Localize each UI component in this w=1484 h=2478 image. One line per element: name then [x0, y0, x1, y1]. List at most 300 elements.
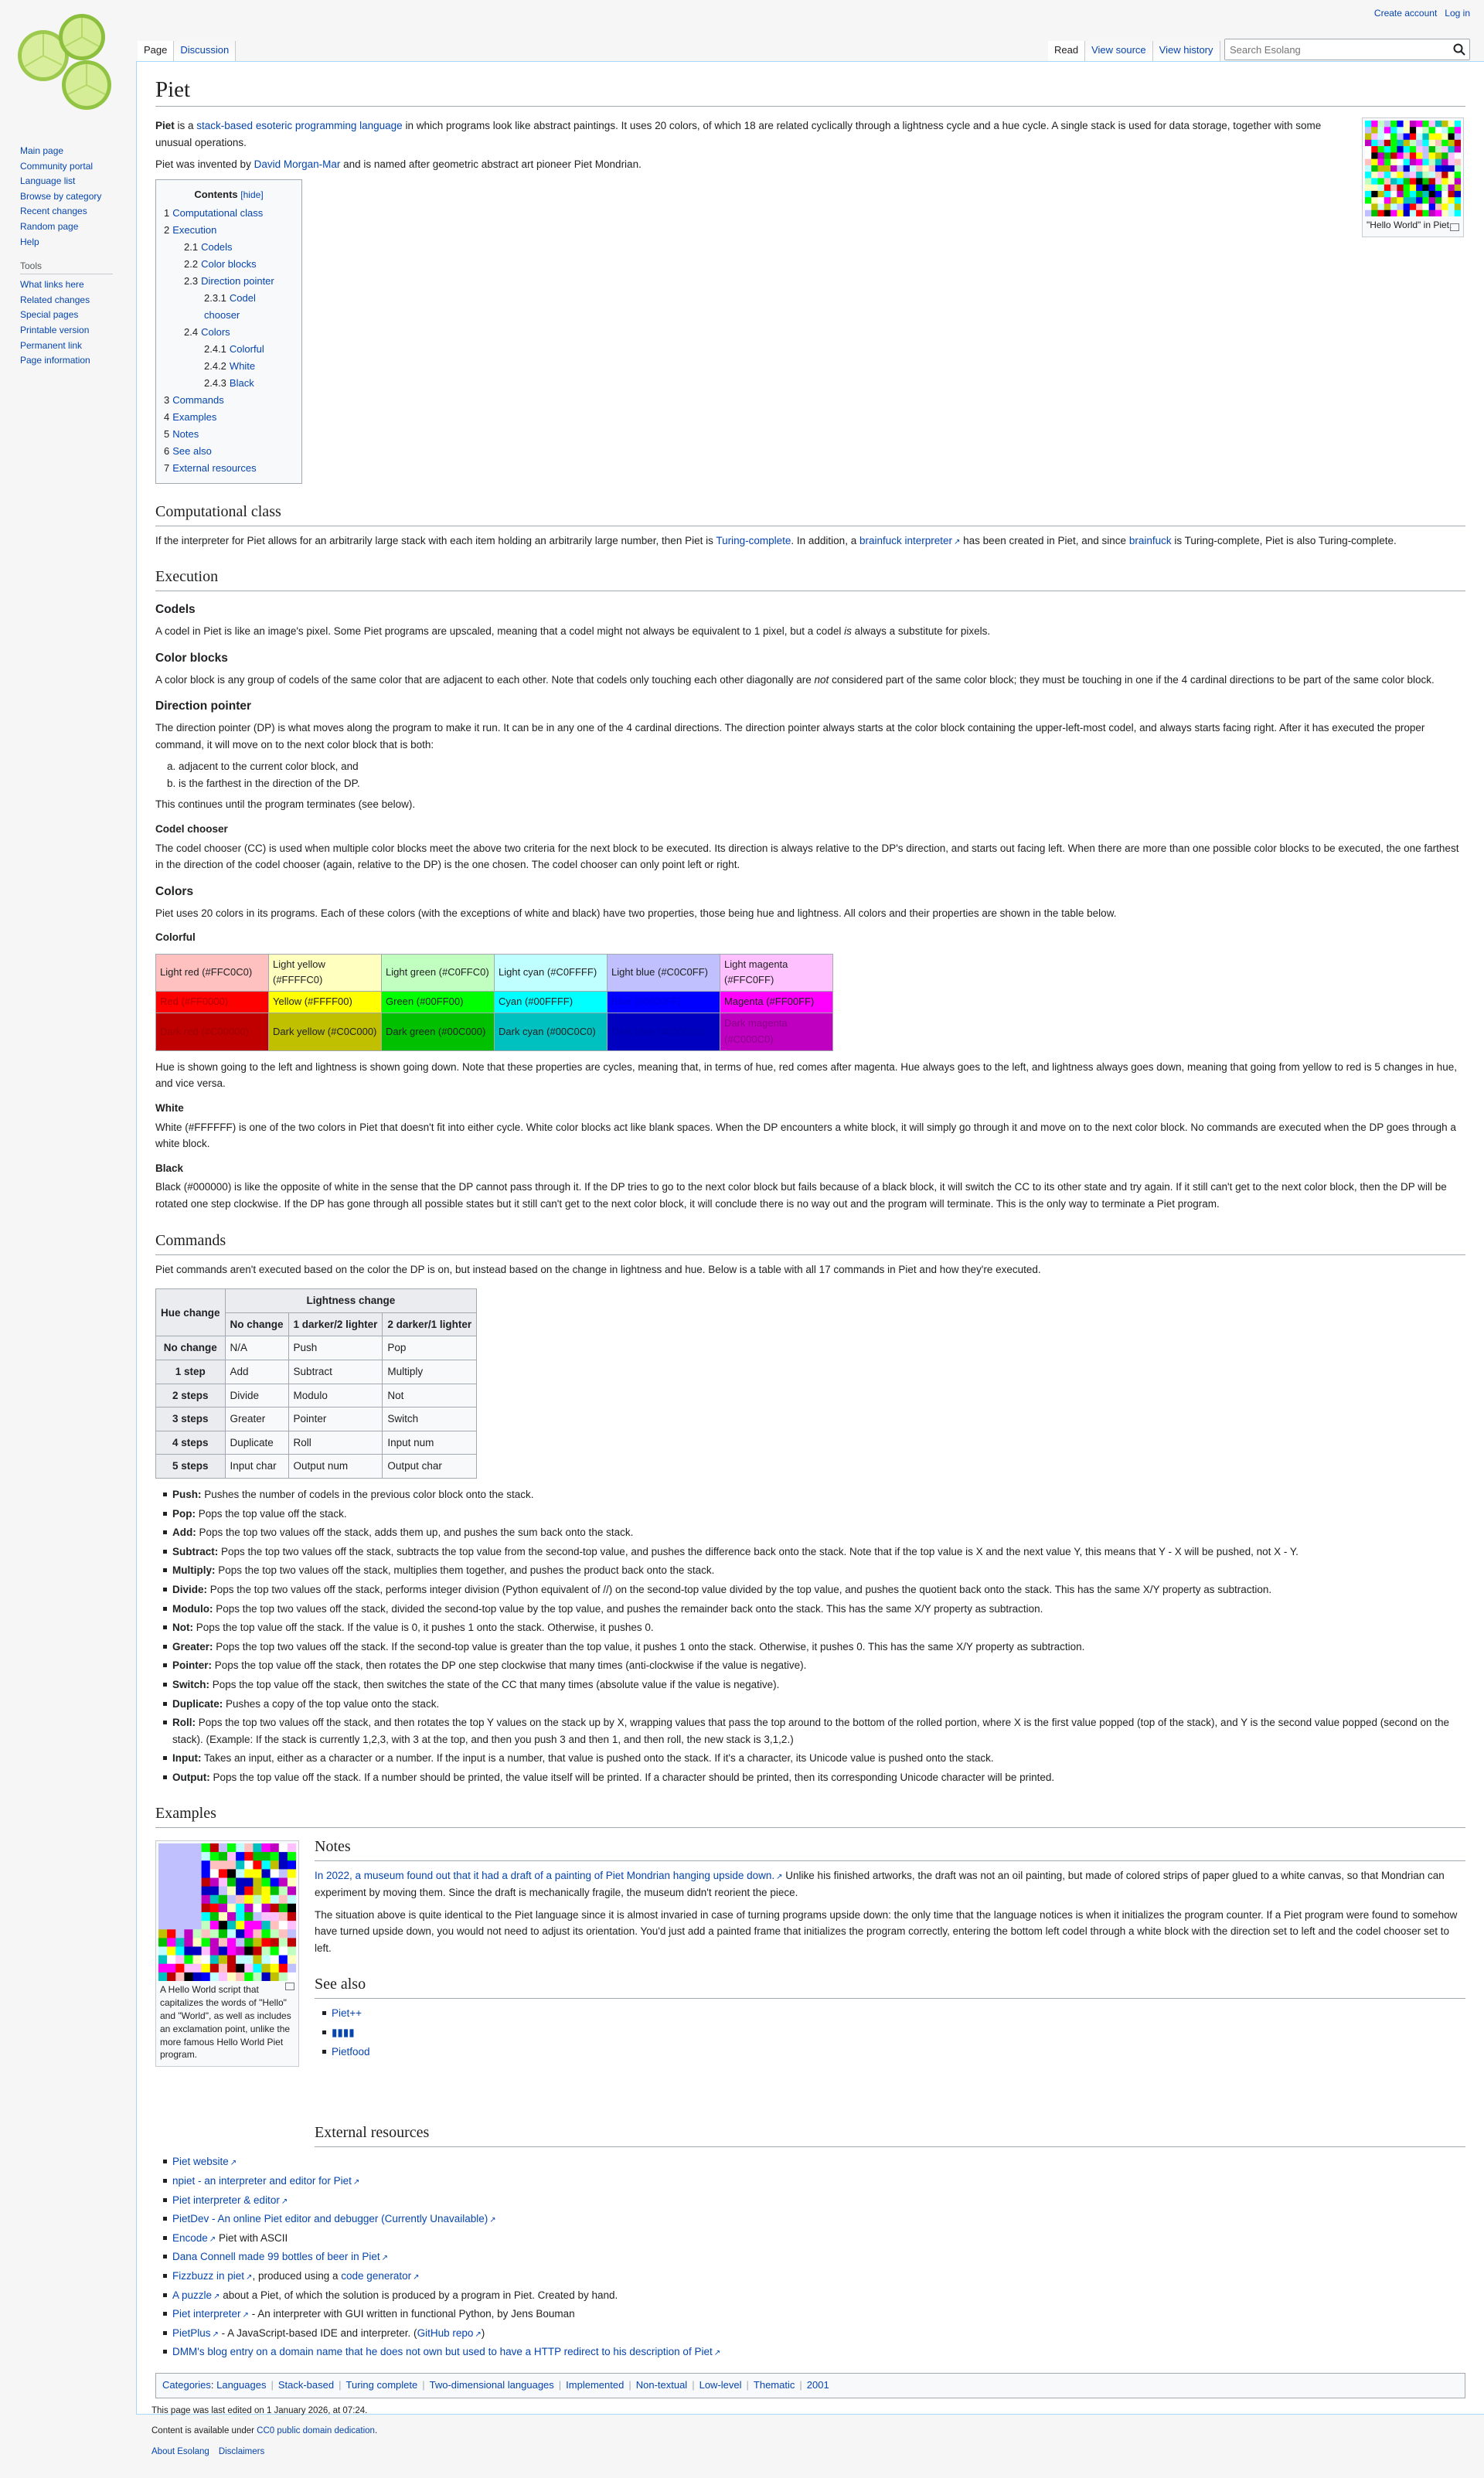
section-codels: Codels [155, 603, 196, 617]
commands-list [163, 1486, 1465, 1786]
table-cell: Subtract [288, 1360, 383, 1384]
command-description: Pops the top value off the stack. [196, 1507, 347, 1520]
category-links: Categories: Languages | Stack-based | Turing complete | Two-dimensional languages | Implemented | Non-textual | Low-level | Thematic | 2001 [155, 2373, 1465, 2398]
table-cell: N/A [225, 1336, 288, 1360]
list-item [163, 1619, 1465, 1636]
external-link[interactable]: Encode ↗ [172, 2232, 216, 2244]
tab-read[interactable]: Read [1048, 41, 1085, 61]
category-link[interactable]: Thematic [753, 2379, 795, 2391]
color-cell: Red (#FF0000) [156, 992, 269, 1013]
command-description: Pops the top two values off the stack, adds them up, and pushes the sum back onto the stack. [196, 1527, 634, 1539]
list-item [163, 2268, 1465, 2285]
last-edited: This page was last edited on 1 January 2026, at 07:24. [151, 2406, 368, 2415]
category-link[interactable]: Two-dimensional languages [429, 2379, 554, 2391]
table-row [156, 1384, 477, 1407]
command-name: Divide: [172, 1583, 208, 1595]
command-description: Pops the top two values off the stack. If the second-top value is greater than the top value, it pushes 1 onto the stack. Otherwise, it pushes 0. This has the same X/Y property as subtraction. [213, 1640, 1085, 1653]
external-link[interactable]: Piet website ↗ [172, 2156, 237, 2167]
table-cell: Input char [225, 1455, 288, 1479]
list-item [322, 2005, 1465, 2022]
table-cell: Duplicate [225, 1431, 288, 1455]
category-separator: | [558, 2379, 562, 2391]
section-commands: Commands [155, 1228, 1465, 1255]
color-blocks-paragraph: A color block is any group of codels of the same color that are adjacent to each other. Note that codels only touching each other diagonally are not considered part of the same color block; they must be touching in one if the 4 cardinal directions to be part of the same color block. [155, 673, 1435, 686]
section-examples: Examples [155, 1801, 1465, 1828]
museum-article-link[interactable]: In 2022, a museum found out that it had a draft of a painting of Piet Mondrian hanging upside down. ↗ [315, 1870, 783, 1881]
toc-number: 6 [164, 444, 170, 457]
list-item [163, 2287, 1465, 2304]
direction-pointer-after: This continues until the program terminates (see below). [155, 798, 416, 811]
black-paragraph: Black (#000000) is like the opposite of white in the sense that the DP cannot pass through it. If the DP tries to go to the next color block but fails because of a black block, it will switch the CC to its other state and try again. If it still can't get to the next color block, then the DP will be rotated one step clockwise. If the DP has gone through all possible states but it still can't get to the next color block, it will conclude there is no way out and the program will terminate. This is the only way to terminate a Piet program. [155, 1181, 1447, 1210]
author-link[interactable]: David Morgan-Mar [254, 158, 341, 171]
namespace-tabs [138, 41, 236, 61]
section-colorful: Colorful [155, 931, 196, 944]
commands-intro: Piet commands aren't executed based on the color the DP is on, but instead based on the change in lightness and hue. Below is a table with all 17 commands in Piet and how they're executed. [155, 1263, 1041, 1275]
colors-paragraph: Piet uses 20 colors in its programs. Each of these colors (with the exceptions of white and black) have two properties, those being hue and lightness. All colors and their properties are shown in the table below. [155, 907, 1117, 919]
category-separator: | [746, 2379, 749, 2391]
color-cell: Light yellow (#FFFFC0) [269, 954, 382, 992]
direction-pointer-paragraph: The direction pointer (DP) is what moves along the program to make it run. It can be in any one of the 4 cardinal directions. The direction pointer always starts at the color block containing the upper-left-most codel, and always starts facing right. After it has executed the proper command, it will move on to the next color block that is both: [155, 721, 1425, 751]
tab-view-source[interactable]: View source [1085, 41, 1153, 61]
see-also-link[interactable]: Piet++ [332, 2007, 362, 2020]
list-item [163, 2173, 1465, 2190]
search-box [1224, 39, 1470, 60]
command-name: Input: [172, 1752, 202, 1765]
main-content [136, 61, 1484, 2415]
list-item [163, 1581, 1465, 1598]
toc-number: 2.4.1 [204, 342, 226, 355]
toc-number: 1 [164, 206, 170, 219]
table-cell: Multiply [383, 1360, 477, 1384]
toc-link[interactable]: Black [229, 376, 254, 389]
table-cell: Not [383, 1384, 477, 1407]
toc-link[interactable]: Colors [201, 325, 230, 338]
sidebar-tools [20, 277, 133, 369]
table-cell: Roll [288, 1431, 383, 1455]
example-caption: A Hello World script that capitalizes the words of "Hello" and "World", as well as includes an exclamation point, unlike the more famous Hello World Piet program. [160, 1984, 291, 2061]
toc-number: 2.3.1 [204, 291, 226, 304]
toc-link[interactable]: Colorful [229, 342, 264, 355]
external-link[interactable]: Dana Connell made 99 bottles of beer in Piet ↗ [172, 2251, 388, 2262]
list-item [163, 1676, 1465, 1693]
external-link[interactable]: PietDev - An online Piet editor and debugger (Currently Unavailable) ↗ [172, 2213, 496, 2224]
section-direction-pointer: Direction pointer [155, 699, 252, 713]
sidebar-item[interactable]: Help [20, 236, 39, 247]
command-name: Roll: [172, 1717, 196, 1729]
toc-link[interactable]: White [229, 359, 256, 372]
toc-number: 2.2 [184, 257, 199, 270]
toc-item[interactable] [164, 409, 294, 426]
toc-number: 2.3 [184, 274, 199, 287]
hello-world-piet-image[interactable] [1365, 121, 1461, 216]
command-description: Takes an input, either as a character or a number. If the input is a number, that value is pushed onto the stack. If it's a character, its Unicode value is pushed onto the stack. [201, 1752, 994, 1765]
toc-item[interactable] [164, 205, 294, 222]
category-link[interactable]: 2001 [806, 2379, 829, 2391]
toc-title: Contents [194, 188, 238, 200]
category-link[interactable]: Turing complete [345, 2379, 418, 2391]
category-link[interactable]: Non-textual [635, 2379, 688, 2391]
toc-item[interactable] [164, 290, 294, 324]
command-description: Pops the top value off the stack, then switches the state of the CC that many times (absolute value if the value is negative). [209, 1678, 780, 1690]
section-see-also: See also [315, 1972, 1465, 1999]
command-description: Pops the top value off the stack. If the value is 0, it pushes 1 onto the stack. Otherwise, it pushes 0. [193, 1622, 654, 1634]
list-item [163, 2153, 1465, 2170]
sidebar-navigation [20, 144, 133, 250]
toc-link[interactable]: External resources [172, 461, 257, 474]
section-colors: Colors [155, 884, 194, 898]
example-thumbnail [155, 1840, 299, 2067]
section-execution: Execution [155, 564, 1465, 591]
toc-item[interactable] [164, 341, 294, 358]
table-cell: Pop [383, 1336, 477, 1360]
command-description: Pops the top value off the stack. If a number should be printed, the value itself will be printed. If a character should be printed, then its corresponding Unicode character will be printed. [209, 1771, 1055, 1783]
list-item [163, 1750, 1465, 1767]
color-cell: Dark red (#C00000) [156, 1013, 269, 1051]
magnify-icon[interactable] [285, 1983, 294, 1990]
thumbnail-caption: "Hello World" in Piet. [1367, 220, 1452, 230]
command-name: Switch: [172, 1678, 210, 1690]
log-in-link[interactable]: Log in [1445, 8, 1470, 19]
hue-paragraph: Hue is shown going to the left and lightness is shown going down. Note that these properties are cycles, meaning that, in terms of hue, red comes after magenta. Hue always goes to the left, and lightness always goes down, meaning that going from yellow to red is 5 changes in hue, and vice versa. [155, 1060, 1457, 1090]
column-header: 1 darker/2 lighter [288, 1312, 383, 1336]
toc-item[interactable] [164, 375, 294, 392]
toc-item[interactable] [164, 426, 294, 443]
see-also-link[interactable]: Pietfood [332, 2045, 370, 2058]
color-cell: Light green (#C0FFC0) [382, 954, 495, 992]
table-cell: Greater [225, 1407, 288, 1431]
command-name: Add: [172, 1527, 196, 1539]
list-item [163, 1696, 1465, 1713]
intro-paragraph-1: Piet is a stack-based esoteric programming language in which programs look like abstract paintings. It uses 20 colors, of which 18 are related cyclically through a lightness cycle and a hue cycle. A single stack is used for data storage, together with some unusual operations. [155, 120, 1322, 148]
toc-number: 2.4 [184, 325, 199, 338]
external-link[interactable]: Piet interpreter ↗ [172, 2308, 249, 2320]
command-name: Subtract: [172, 1545, 219, 1557]
list-item [163, 2230, 1465, 2247]
toc-link[interactable]: Codels [201, 240, 233, 253]
table-row [156, 954, 833, 992]
external-link[interactable]: DMM's blog entry on a domain name that he does not own but used to have a HTTP redirect to his description of Piet ↗ [172, 2346, 720, 2357]
color-cell: Light magenta (#FFC0FF) [720, 954, 833, 992]
toc-link[interactable]: Commands [172, 393, 224, 406]
toc-number: 2 [164, 223, 170, 236]
color-cell: Yellow (#FFFF00) [269, 992, 382, 1013]
command-description: Pops the top two values off the stack, performs integer division (Python equivalent of //) on the second-top value divided by the top value, and pushes the quotient back onto the stack. This has the same X/Y property as subtraction. [207, 1583, 1272, 1595]
section-external-resources: External resources [315, 2120, 1465, 2147]
table-row [156, 1336, 477, 1360]
toc-number: 5 [164, 427, 170, 440]
direction-pointer-criteria [179, 758, 1465, 791]
table-of-contents [155, 179, 302, 484]
lightness-change-header: Lightness change [225, 1289, 477, 1313]
color-cell: Green (#00FF00) [382, 992, 495, 1013]
toc-item[interactable] [164, 324, 294, 341]
command-description: Pops the top two values off the stack, and then rotates the top Y values on the stack up by X, wrapping values that pass the top around to the bottom of the rolled portion, where X is the first value popped (top of the stack), and Y is the second value popped (second on the stack). (Example: If the stack is currently 1,2,3, with 3 at the top, and then you push 3 and then 1, and then roll, the new stack is 3,1,2.) [172, 1717, 1450, 1745]
command-name: Pop: [172, 1507, 196, 1520]
color-cell: Dark cyan (#00C0C0) [495, 1013, 608, 1051]
list-item [322, 2044, 1465, 2061]
see-also-link[interactable]: ▮▮▮▮ [332, 2027, 355, 2039]
color-cell: Light red (#FFC0C0) [156, 954, 269, 992]
create-account-link[interactable]: Create account [1373, 8, 1438, 19]
table-cell: Add [225, 1360, 288, 1384]
external-link[interactable]: GitHub repo ↗ [417, 2327, 482, 2339]
toc-item[interactable] [164, 273, 294, 290]
toc-hide-toggle[interactable]: [hide] [240, 189, 264, 200]
command-name: Modulo: [172, 1602, 213, 1615]
magnify-icon[interactable] [1450, 223, 1459, 231]
command-description: Pushes a copy of the top value onto the stack. [223, 1697, 440, 1710]
color-table [155, 954, 833, 1051]
table-cell: Push [288, 1336, 383, 1360]
sidebar [20, 144, 133, 369]
list-item [163, 2248, 1465, 2265]
color-cell: Light cyan (#C0FFFF) [495, 954, 608, 992]
command-description: Pops the top two values off the stack, subtracts the top value from the second-top value, and pushes the difference back onto the stack. Note that if the top value is X and the next value Y, this means that Y - X will be pushed, not X - Y. [218, 1545, 1298, 1557]
toc-link[interactable]: See also [172, 444, 212, 457]
color-cell: Light blue (#C0C0FF) [608, 954, 720, 992]
see-also-list [322, 2005, 1465, 2060]
section-color-blocks: Color blocks [155, 651, 228, 665]
command-description: Pops the top two values off the stack, multiplies them together, and pushes the product back onto the stack. [215, 1564, 715, 1577]
sidebar-item[interactable]: Random page [20, 220, 79, 232]
sidebar-tool-item[interactable]: Related changes [20, 294, 90, 305]
toc-number: 3 [164, 393, 170, 406]
command-name: Multiply: [172, 1564, 216, 1577]
tab-view-history[interactable]: View history [1153, 41, 1220, 61]
category-separator: | [628, 2379, 631, 2391]
list-item [163, 1601, 1465, 1618]
toc-link[interactable]: Notes [172, 427, 199, 440]
brainfuck-link[interactable]: brainfuck [1128, 534, 1172, 546]
row-header: 4 steps [156, 1431, 226, 1455]
toc-number: 2.1 [184, 240, 199, 253]
intro-paragraph-2: Piet was invented by David Morgan-Mar and is named after geometric abstract art pioneer Piet Mondrian. [155, 158, 642, 171]
external-text: ) [481, 2327, 485, 2339]
table-cell: Divide [225, 1384, 288, 1407]
command-name: Pointer: [172, 1659, 213, 1672]
search-input[interactable] [1225, 39, 1441, 60]
search-icon[interactable] [1452, 43, 1466, 56]
sidebar-item[interactable]: Main page [20, 145, 64, 156]
list-item: b. is the farthest in the direction of the DP. [179, 775, 1465, 792]
command-description: Pops the top two values off the stack, divided the second-top value by the top value, and pushes the remainder back onto the stack. This has the same X/Y property as subtraction. [213, 1602, 1043, 1615]
toc-number: 4 [164, 410, 170, 423]
color-cell: Dark green (#00C000) [382, 1013, 495, 1051]
list-item [163, 1657, 1465, 1674]
toc-item[interactable] [164, 392, 294, 409]
list-item [163, 1486, 1465, 1503]
table-cell: Switch [383, 1407, 477, 1431]
notes-paragraph-1: In 2022, a museum found out that it had a draft of a painting of Piet Mondrian hanging upside down. ↗ Unlike his finished artworks, the draft was not an oil painting, but made of colored strips of paper glued to a white canvas, so that Mondrian can experiment by moving them. Since the draft is mechanically fragile, the museum didn't reorient the piece. [315, 1867, 1465, 1901]
color-cell: Cyan (#00FFFF) [495, 992, 608, 1013]
sidebar-item[interactable]: Browse by category [20, 190, 102, 202]
table-cell: Input num [383, 1431, 477, 1455]
sidebar-tool-item[interactable]: Page information [20, 355, 90, 366]
list-item [163, 1714, 1465, 1748]
section-white: White [155, 1102, 184, 1115]
page-title: Piet [155, 77, 1465, 107]
toc-link[interactable]: Examples [172, 410, 217, 423]
external-link[interactable]: PietPlus ↗ [172, 2327, 219, 2339]
external-text: , produced using a [252, 2270, 342, 2282]
commands-table [155, 1288, 477, 1479]
command-name: Not: [172, 1622, 193, 1634]
toc-item[interactable] [164, 460, 294, 477]
table-row [156, 1013, 833, 1051]
category-separator: | [692, 2379, 695, 2391]
toc-item[interactable] [164, 443, 294, 460]
table-cell: Pointer [288, 1407, 383, 1431]
list-item [163, 1506, 1465, 1523]
codels-paragraph: A codel in Piet is like an image's pixel. Some Piet programs are upscaled, meaning that a codel might not always be equivalent to 1 pixel, but a codel is always a substitute for pixels. [155, 625, 991, 638]
command-description: Pops the top value off the stack, then rotates the DP one step clockwise that many times (anti-clockwise if the value is negative). [212, 1659, 807, 1672]
row-header: 2 steps [156, 1384, 226, 1407]
white-paragraph: White (#FFFFFF) is one of the two colors in Piet that doesn't fit into either cycle. White color blocks act like blank spaces. When the DP encounters a white block, it will simply go through it and move on to the next color block. No commands are executed when the DP goes through a white block. [155, 1121, 1456, 1150]
color-cell: Dark magenta (#C000C0) [720, 1013, 833, 1051]
list-item [163, 1639, 1465, 1656]
piet-pixel-art [158, 1843, 296, 1981]
toc-number: 2.4.2 [204, 359, 226, 372]
hue-change-header: Hue change [156, 1289, 226, 1336]
category-separator: | [422, 2379, 425, 2391]
external-link[interactable]: A puzzle ↗ [172, 2289, 220, 2301]
list-item [163, 2306, 1465, 2323]
command-name: Output: [172, 1771, 210, 1783]
toc-link[interactable]: Color blocks [201, 257, 257, 270]
sidebar-item[interactable]: Language list [20, 175, 76, 187]
row-header: No change [156, 1336, 226, 1360]
list-item [163, 2211, 1465, 2228]
external-text: about a Piet, of which the solution is produced by a program in Piet. Created by hand. [220, 2289, 618, 2301]
personal-tools [1367, 8, 1470, 19]
column-header: 2 darker/1 lighter [383, 1312, 477, 1336]
color-cell: Dark yellow (#C0C000) [269, 1013, 382, 1051]
column-header: No change [225, 1312, 288, 1336]
table-row [156, 1431, 477, 1455]
hello-world-thumbnail [1362, 117, 1464, 237]
list-item [163, 1769, 1465, 1786]
tab-discussion[interactable]: Discussion [174, 41, 236, 61]
site-logo[interactable] [15, 11, 119, 114]
category-separator: | [799, 2379, 802, 2391]
table-row [156, 992, 833, 1013]
section-notes: Notes [315, 1834, 1465, 1861]
turing-complete-link[interactable]: Turing-complete [716, 534, 791, 546]
row-header: 5 steps [156, 1455, 226, 1479]
list-item [163, 1562, 1465, 1579]
category-link[interactable]: Low-level [699, 2379, 742, 2391]
brainfuck-interpreter-link[interactable]: brainfuck interpreter ↗ [859, 535, 960, 546]
sidebar-tool-item[interactable]: What links here [20, 279, 84, 291]
toc-item[interactable] [164, 222, 294, 239]
external-link[interactable]: Piet interpreter & editor ↗ [172, 2194, 288, 2206]
toc-link[interactable]: Computational class [172, 206, 264, 219]
table-cell: Modulo [288, 1384, 383, 1407]
list-item [163, 2344, 1465, 2361]
toc-link[interactable]: Execution [172, 223, 217, 236]
disclaimers-link[interactable]: Disclaimers [218, 2446, 265, 2456]
row-header: 1 step [156, 1360, 226, 1384]
list-item [163, 2325, 1465, 2342]
intro-bold-title: Piet [155, 120, 175, 131]
license-link[interactable]: CC0 public domain dedication [257, 2426, 375, 2436]
article-body [155, 117, 1465, 2398]
table-header-row [156, 1289, 477, 1313]
external-text: - An interpreter with GUI written in functional Python, by Jens Bouman [248, 2308, 575, 2320]
notes-paragraph-2: The situation above is quite identical to the Piet language since it is almost invaried in case of turning programs upside down: the only time that the language notices is when it initializes the program counter. If a Piet program were found to somehow have turned upside down, you would not need to adjust its orientation. You'd just add a painted frame that initializes the program correctly, entering the bottom left codel through a white block with the direction set to left and the codel chooser set to left. [315, 1908, 1458, 1954]
list-item [163, 1544, 1465, 1561]
section-computational-class: Computational class [155, 499, 1465, 526]
command-name: Duplicate: [172, 1697, 223, 1710]
toc-link[interactable]: Direction pointer [201, 274, 274, 287]
toc-item[interactable] [164, 358, 294, 375]
table-row [156, 1360, 477, 1384]
sidebar-item[interactable]: Recent changes [20, 206, 87, 217]
table-cell: Output num [288, 1455, 383, 1479]
stack-based-link[interactable]: stack-based esoteric programming language [196, 120, 403, 131]
category-link[interactable]: Languages [216, 2379, 267, 2391]
external-text: - A JavaScript-based IDE and interpreter. ( [218, 2327, 417, 2339]
external-text: Piet with ASCII [216, 2231, 288, 2244]
tab-page[interactable]: Page [138, 41, 174, 61]
external-link[interactable]: Fizzbuzz in piet ↗ [172, 2270, 252, 2282]
computational-class-paragraph: If the interpreter for Piet allows for an arbitrarily large stack with each item holding an arbitrarily large number, then Piet is Turing-complete. In addition, a brainfuck interpreter ↗ has been created in Piet, and since brainfuck is Turing-complete, Piet is also Turing-complete. [155, 533, 1465, 550]
hello-world-example-image[interactable] [158, 1843, 296, 1981]
command-name: Push: [172, 1488, 202, 1500]
footer [151, 2404, 377, 2465]
toc-item[interactable] [164, 256, 294, 273]
categories-label[interactable]: Categories [162, 2379, 211, 2391]
piet-pixel-art [1365, 121, 1461, 216]
category-separator: | [339, 2379, 342, 2391]
section-codel-chooser: Codel chooser [155, 822, 228, 835]
sidebar-tool-item[interactable]: Special pages [20, 309, 79, 321]
about-link[interactable]: About Esolang [151, 2446, 209, 2456]
toc-item[interactable] [164, 239, 294, 256]
color-cell: Blue (#0000FF) [608, 992, 720, 1013]
row-header: 3 steps [156, 1407, 226, 1431]
sidebar-tool-item[interactable]: Printable version [20, 324, 90, 335]
list-item [322, 2024, 1465, 2041]
table-row [156, 1455, 477, 1479]
external-link[interactable]: npiet - an interpreter and editor for Piet ↗ [172, 2175, 359, 2187]
command-description: Pushes the number of codels in the previous color block onto the stack. [201, 1488, 534, 1500]
table-row [156, 1407, 477, 1431]
list-item [163, 2192, 1465, 2209]
toc-link[interactable]: Codel chooser [204, 291, 256, 321]
list-item [163, 1524, 1465, 1541]
sidebar-item[interactable]: Community portal [20, 160, 94, 172]
category-link[interactable]: Implemented [566, 2379, 625, 2391]
category-link[interactable]: Stack-based [277, 2379, 335, 2391]
command-name: Greater: [172, 1640, 213, 1653]
license-text: Content is available under CC0 public domain dedication. [151, 2426, 378, 2436]
category-separator: | [271, 2379, 274, 2391]
section-black: Black [155, 1162, 184, 1174]
table-cell: Output char [383, 1455, 477, 1479]
external-link[interactable]: code generator ↗ [341, 2270, 419, 2282]
color-cell: Dark blue (#0000C0) [608, 1013, 720, 1051]
codel-chooser-paragraph: The codel chooser (CC) is used when multiple color blocks meet the above two criteria for the next block to be executed. Its direction is always relative to the DP's direction, and starts out facing left. When there are more than one possible color blocks to be executed, the one farthest in the direction of the codel chooser (again, relative to the DP) is the one chosen. The codel chooser can only point left or right. [155, 842, 1459, 871]
color-cell: Magenta (#FF00FF) [720, 992, 833, 1013]
list-item: a. adjacent to the current color block, and [179, 758, 1465, 775]
view-tabs [1048, 41, 1220, 61]
sidebar-tools-heading: Tools [20, 260, 113, 274]
external-resources-list [163, 2153, 1465, 2361]
toc-number: 7 [164, 461, 170, 474]
toc-number: 2.4.3 [204, 376, 226, 389]
sidebar-tool-item[interactable]: Permanent link [20, 339, 83, 351]
